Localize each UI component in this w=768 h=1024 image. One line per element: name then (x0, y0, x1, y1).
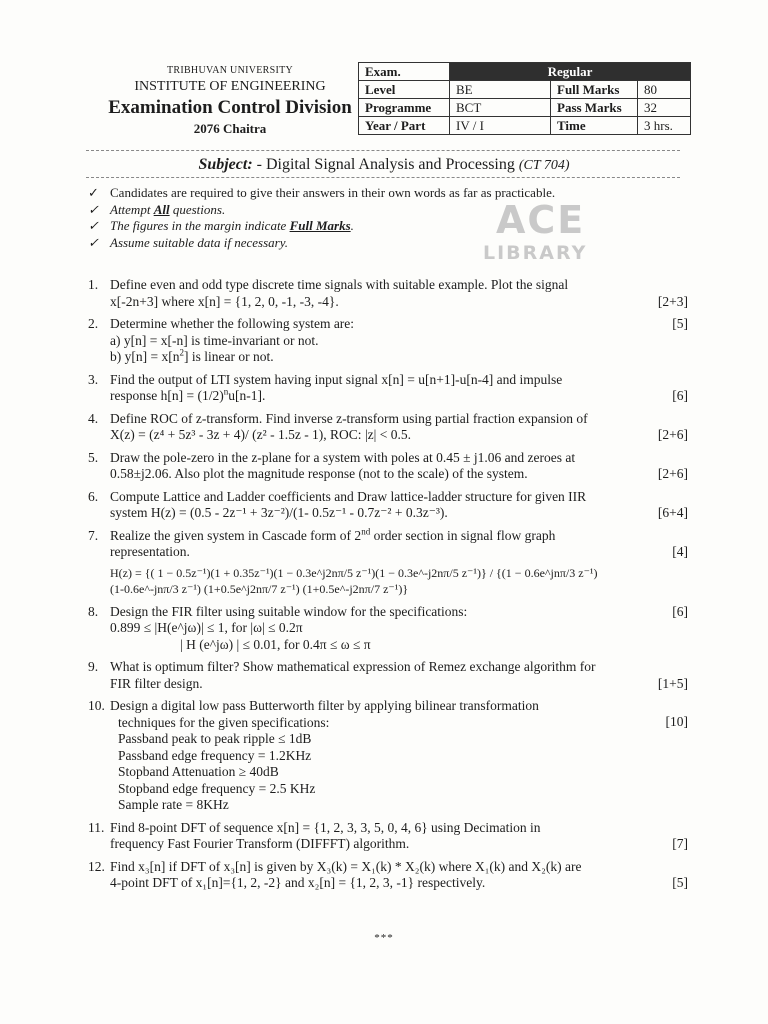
full-marks-label: Full Marks (551, 81, 638, 99)
check-icon: ✓ (88, 185, 99, 200)
university-name: TRIBHUVAN UNIVERSITY (166, 65, 294, 76)
subject-code: (CT 704) (518, 158, 570, 173)
full-marks-value: 80 (638, 81, 691, 99)
question-list (88, 277, 688, 898)
question-4: 4. Define ROC of z-transform. Find inverse z-transform using partial fraction expansion of X(z) = (z⁴ + 5z³ - 3z + 4)/ (z² - 1.5z - 1), ROC: |z| < 0.5. [2+6] (88, 410, 688, 442)
marks: [7] (672, 836, 688, 851)
pass-marks-value: 32 (638, 99, 691, 117)
level-value: BE (450, 81, 551, 99)
transfer-function: H(z) = {( 1 − 0.5z⁻¹)(1 + 0.35z⁻¹)(1 − 0.3e^j2nπ/5 z⁻¹)(1 − 0.3e^-j2nπ/5 z⁻¹)} / {(1 − 0.6e^jnπ/3 z⁻¹) (110, 565, 598, 580)
division-name: Examination Control Division (108, 97, 352, 118)
divider-top (86, 150, 680, 151)
exam-info-table (358, 62, 691, 135)
instruction-item: ✓ Candidates are required to give their answers in their own words as far as practicable. (88, 185, 556, 200)
question-3: 3. Find the output of LTI system having input signal x[n] = u[n+1]-u[n-4] and impulse response $h[n] = (1/2)^nu[n-1]$. [6] (88, 371, 688, 403)
question-1: 1. Define even and odd type discrete time signals with suitable example. Plot the signal x[-2n+3] where x[n] = {1, 2, 0, -1, -3, -4}. [2+3] (88, 277, 688, 309)
exam-label: Exam. (359, 63, 450, 81)
programme-value: BCT (450, 99, 551, 117)
exam-header (75, 64, 385, 138)
question-9: 9. What is optimum filter? Show mathematical expression of Remez exchange algorithm for FIR filter design. [1+5] (88, 659, 688, 691)
marks: [1+5] (657, 675, 688, 691)
marks: [6] (672, 388, 688, 403)
marks: [4] (672, 543, 688, 559)
question-11: 11. Find 8-point DFT of sequence x[n] = {1, 2, 3, 3, 5, 0, 4, 6} using Decimation in frequency Fast Fourier Transform (DIFFFT) algorithm. [7] (88, 819, 688, 851)
year-part-value: IV / I (450, 117, 551, 135)
check-icon: ✓ (88, 234, 99, 250)
question-12: 12. Find x₃[n] if DFT of x₃[n] is given by X₃(k) = X₁(k) * X₂(k) where X₁(k) and X₂(k) are 4-point DFT of x₁[n]={1, 2, -2} and x₂[n] = {1, 2, 3, -1} respectively. [5] (88, 858, 688, 890)
question-10: 10. Design a digital low pass Butterworth filter by applying bilinear transformation techniques for the given specifications: Passband peak to peak ripple ≤ 1dB Passband edge frequency = 1.2KHz Stopband Attenuation ≥ 40dB Stopband edge frequency = 2.5 KHz Sample rate = 8KHz [10] (88, 698, 688, 812)
check-icon: ✓ (88, 201, 99, 217)
institute-name: INSTITUTE OF ENGINEERING (134, 79, 326, 94)
time-value: 3 hrs. (638, 117, 691, 135)
end-mark: *** (374, 932, 394, 944)
subject-label: Subject: (198, 156, 253, 173)
marks: [6] (672, 603, 688, 619)
year-part-label: Year / Part (359, 117, 450, 135)
check-icon: ✓ (88, 218, 99, 233)
question-8: 8. Design the FIR filter using suitable window for the specifications: 0.899 ≤ |H(e^jω)| ≤ 1, for |ω| ≤ 0.2π | H (e^jω) | ≤ 0.01, for 0.4π ≤ ω ≤ π [6] (88, 603, 688, 652)
level-label: Level (359, 81, 450, 99)
time-label: Time (551, 117, 638, 135)
marks: [6+4] (657, 505, 688, 520)
library-stamp: ACE LIBRARY (483, 198, 588, 264)
marks: [2+6] (657, 427, 688, 442)
instruction-item: ✓ Assume suitable data if necessary. (88, 234, 289, 250)
subject-name: - Digital Signal Analysis and Processing (256, 156, 515, 173)
question-2: 2. Determine whether the following system are: a) y[n] = x[-n] is time-invariant or not. b) $y[n] = x[n^2]$ is linear or not. [5] (88, 316, 688, 364)
instructions (88, 185, 688, 251)
marks: [2+6] (657, 466, 688, 481)
instruction-item: ✓ Attempt All questions. (88, 201, 226, 217)
exam-type: Regular (450, 63, 691, 81)
marks: [10] (665, 714, 688, 729)
programme-label: Programme (359, 99, 450, 117)
exam-year: 2076 Chaitra (193, 121, 267, 136)
question-7: 7. Realize the given system in Cascade form of 2nd order section in signal flow graph representation. H(z) = {( 1 − 0.5z⁻¹)(1 + 0.35z⁻¹)(1 − 0.3e^j2nπ/5 z⁻¹)(1 − 0.3e^-j2nπ/5 z⁻¹)} / {(1 − 0.6e^jnπ/3 z⁻¹) (1-0.6e^-jnπ/3 z⁻¹) (1+0.5e^j2nπ/7 z⁻¹) (1+0.5e^-j2nπ/7 z⁻¹)} [4] (88, 526, 688, 596)
marks: [5] (672, 875, 688, 890)
marks: [5] (672, 316, 688, 331)
question-5: 5. Draw the pole-zero in the z-plane for a system with poles at 0.45 ± j1.06 and zeroes at 0.58±j2.06. Also plot the magnitude response (not to the scale) of the system. [2+6] (88, 449, 688, 481)
divider-bottom (86, 177, 680, 178)
marks: [2+3] (657, 293, 688, 309)
instruction-item: ✓ The figures in the margin indicate Full Marks. (88, 218, 354, 233)
pass-marks-label: Pass Marks (551, 99, 638, 117)
question-6: 6. Compute Lattice and Ladder coefficients and Draw lattice-ladder structure for given IIR system H(z) = (0.5 - 2z⁻¹ + 3z⁻²)/(1- 0.5z⁻¹ - 0.7z⁻² + 0.3z⁻³). [6+4] (88, 488, 688, 520)
subject-line (0, 155, 768, 176)
